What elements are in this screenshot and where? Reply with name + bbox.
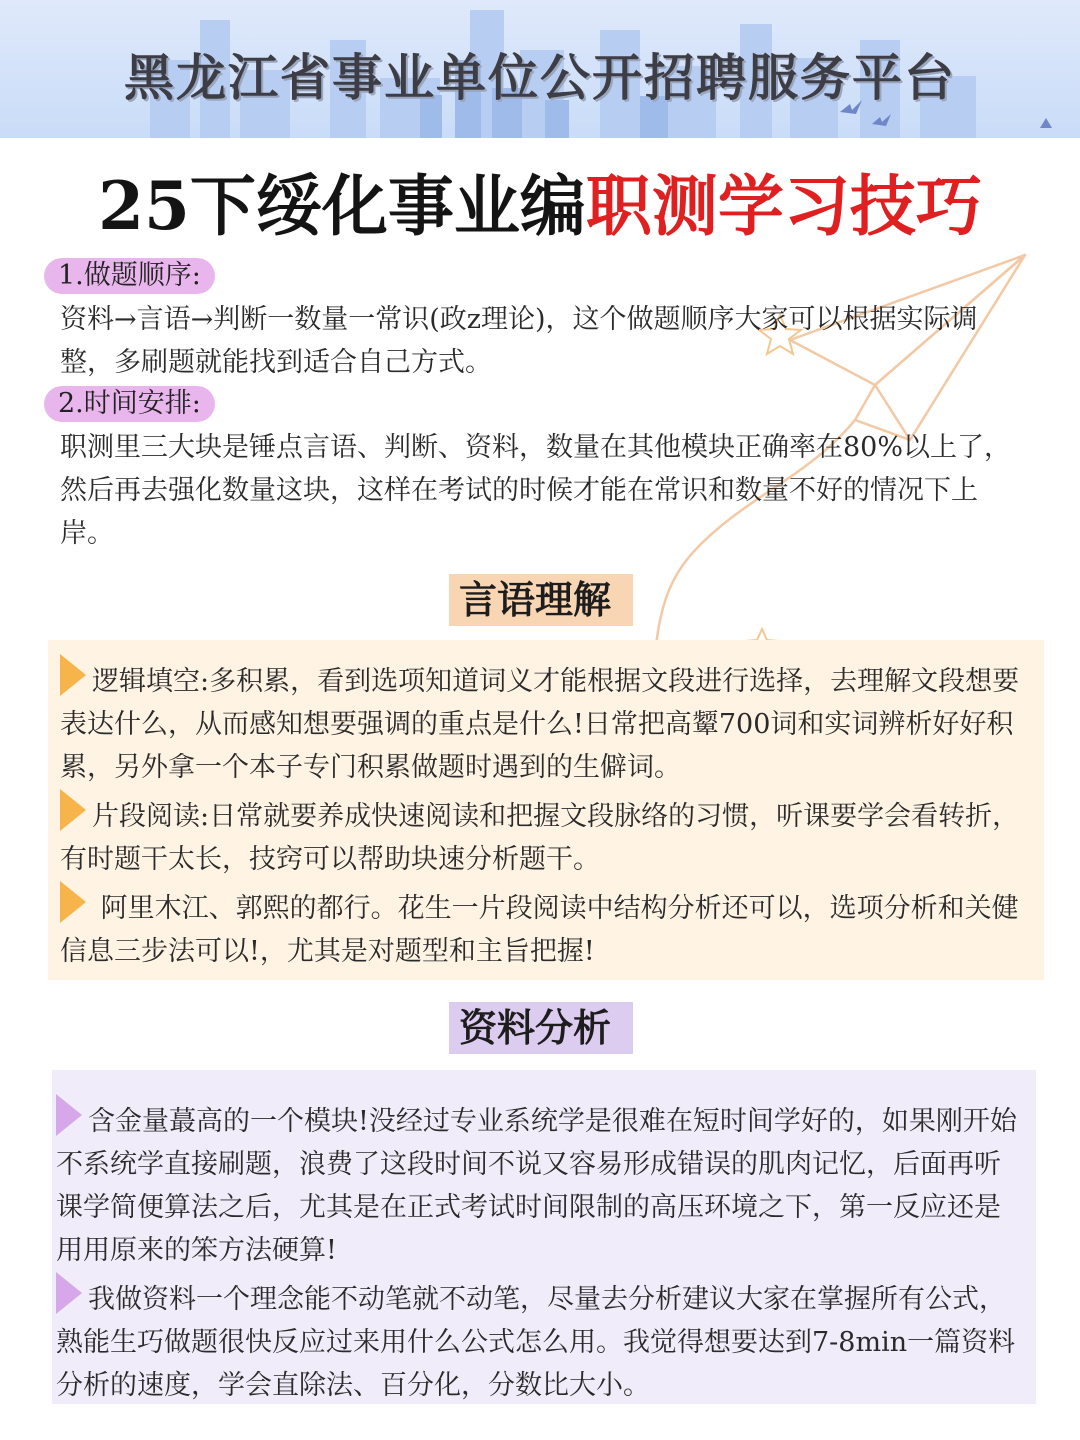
data-analysis-tips-box: [52, 1070, 1036, 1404]
time-paragraph: 职测里三大块是锤点言语、判断、资料，数量在其他模块正确率在80%以上了，然后再去强化数量这块，这样在考试的时候才能在常识和数量不好的情况下上岸。: [60, 432, 1012, 549]
section-heading-order: 1.做题顺序:: [44, 258, 215, 294]
triangle-marker-icon: [56, 1272, 82, 1314]
verbal-tip-item: 逻辑填空:多积累，看到选项知道词义才能根据文段进行选择，去理解文段想要表达什么，从而感知想要强调的重点是什么!日常把高颦700词和实词辨析好好积累，另外拿一个本子专门积累做题时遇到的生僻词。: [60, 666, 1020, 783]
verbal-tips-text: [60, 654, 1040, 973]
banner-title: 黑龙江省事业单位公开招聘服务平台: [124, 49, 956, 107]
triangle-marker-icon: [60, 654, 86, 696]
section-heading-time: 2.时间安排:: [44, 386, 215, 422]
data-analysis-tips-text: [56, 1094, 1026, 1407]
page-title-red: 职测学习技巧: [585, 167, 982, 245]
order-paragraph: 资料→言语→判断一数量一常识(政z理论)，这个做题顺序大家可以根据实际调整，多刷题就能找到适合自己方式。: [60, 304, 978, 378]
verbal-tips-box: [48, 640, 1044, 980]
triangle-marker-icon: [60, 881, 86, 923]
page-title-black: 25下绥化事业编: [98, 167, 586, 245]
data-analysis-section-title: 资料分析: [449, 1002, 633, 1054]
page-title: [0, 166, 1080, 246]
data-analysis-tip-item: 含金量蕞高的一个模块!没经过专业系统学是很难在短时间学好的，如果刚开始不系统学直接刷题，浪费了这段时间不说又容易形成错误的肌肉记忆，后面再听课学简便算法之后，尤其是在正式考试时间限制的高压环境之下，第一反应还是用用原来的笨方法硬算!: [56, 1106, 1017, 1266]
data-analysis-tip-item: 我做资料一个理念能不动笔就不动笔，尽量去分析建议大家在掌握所有公式，熟能生巧做题很快反应过来用什么公式怎么用。我觉得想要达到7-8min一篇资料分析的速度，学会直除法、百分化，分数比大小。: [56, 1284, 1016, 1401]
verbal-tip-item: 片段阅读:日常就要养成快速阅读和把握文段脉络的习惯，听课要学会看转折，有时题干太长，技窍可以帮助块速分析题干。: [60, 801, 1020, 875]
triangle-marker-icon: [56, 1094, 82, 1136]
verbal-section-title: 言语理解: [449, 574, 633, 626]
verbal-tip-item: 阿里木江、郭熙的都行。花生一片段阅读中结构分析还可以，选项分析和关健信息三步法可以!，尤其是对题型和主旨把握!: [60, 893, 1019, 967]
triangle-marker-icon: [60, 789, 86, 831]
header-banner: [0, 0, 1080, 138]
